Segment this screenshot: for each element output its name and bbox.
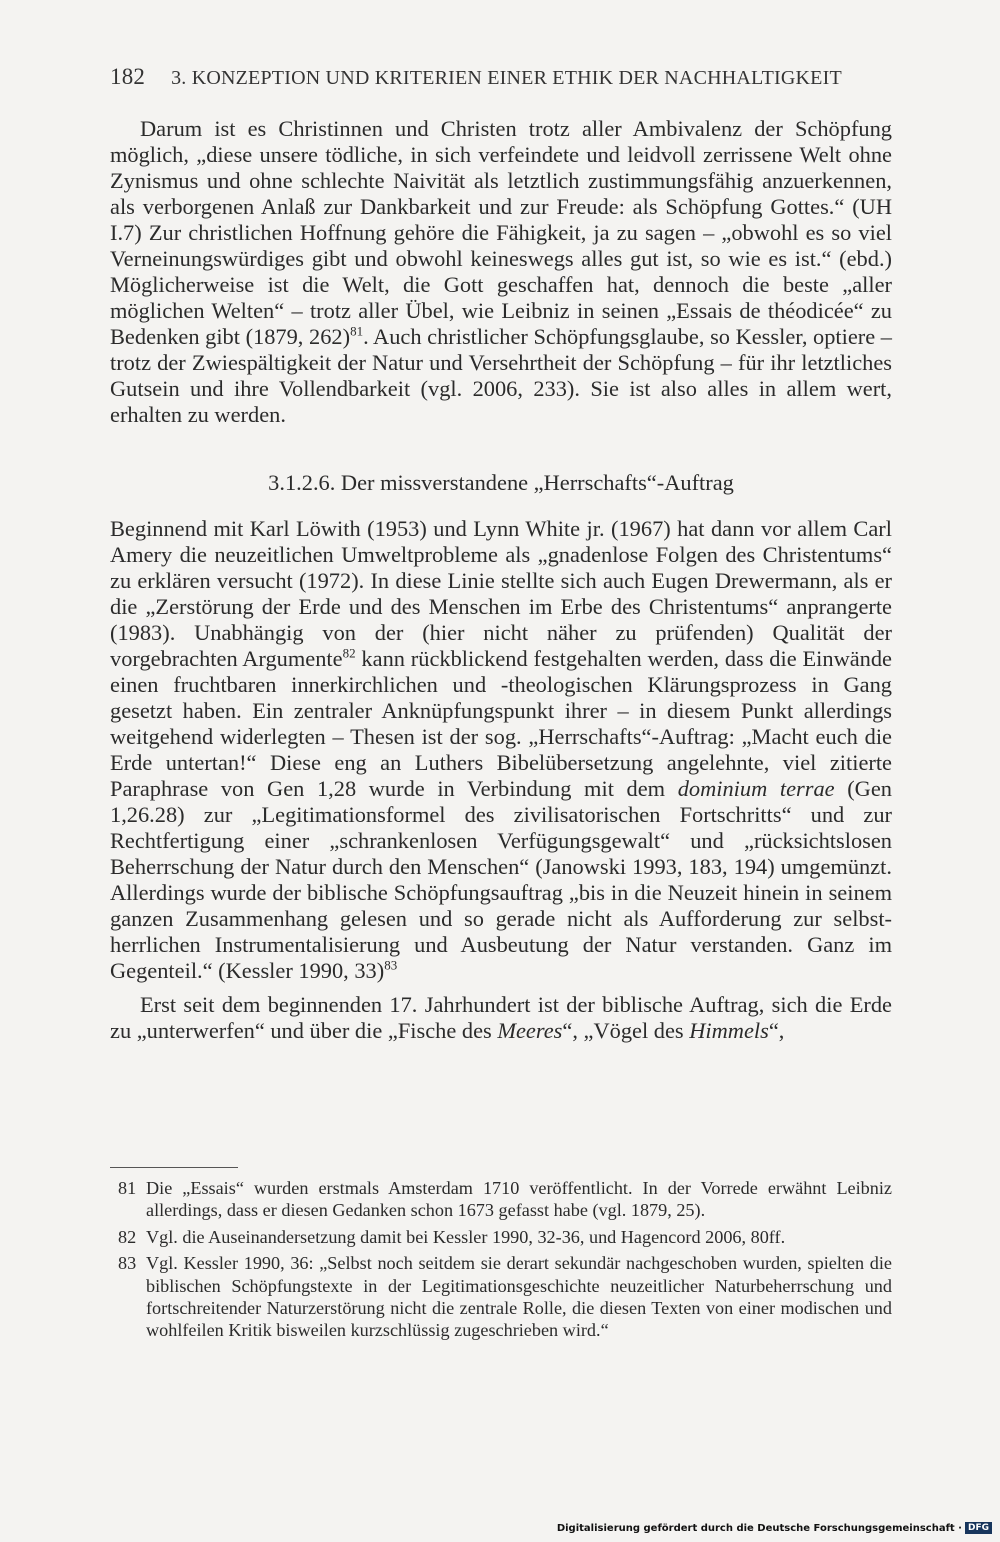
paragraph-1: [110, 116, 892, 428]
paragraph-2: [110, 516, 892, 984]
paragraph-text: Darum ist es Christinnen und Christen trotz aller Ambivalenz der Schöpfung möglich, „diese unsere tödliche, in sich verfeindete und leidvoll zerrissene Welt ohne Zynismus und ohne schlechte Naivität als letztlich zustimmungsfähig anzuerkennen, als verborgenen Anlaß zur Dankbarkeit und zur Freude: als Schöpfung Gottes.“ (UH I.7) Zur christlichen Hoffnung gehöre die Fähigkeit, ja zu sagen – „obwohl es so viel Verneinungswürdiges gibt und obwohl keineswegs alles gut ist, so wie es ist.“ (ebd.) Möglicherweise ist die Welt, die Gott geschaffen hat, dennoch die beste „aller möglichen Welten“ – trotz aller Übel, wie Leibniz in seinen „Essais de théodicée“ zu Bedenken gibt (1879, 262): [110, 116, 892, 349]
footnote-82: [118, 1226, 892, 1248]
footnote-ref-83[interactable]: 83: [384, 957, 398, 973]
emphasis: Himmels: [689, 1018, 769, 1043]
paragraph-text: Beginnend mit Karl Löwith (1953) und Lynn White jr. (1967) hat dann vor allem Carl Amery die neuzeitlichen Umweltprobleme als „gnadenlose Folgen des Christentums“ zu erklären versucht (1972). In diese Linie stellte sich auch Eugen Drewermann, als er die „Zerstörung der Erde und des Menschen im Erbe des Christentums“ anprangerte (1983). Unabhängig von der (hier nicht näher zu prüfenden) Qualität der vorgebrachten Argumente: [110, 516, 892, 671]
digitization-credit: [557, 1522, 992, 1534]
footnote-number: 82: [118, 1226, 137, 1247]
paragraph-text: “,: [768, 1018, 785, 1043]
footnote-81: [118, 1177, 892, 1222]
footnote-ref-82[interactable]: 82: [342, 645, 356, 661]
running-head: [110, 64, 900, 90]
footnote-text: Vgl. die Auseinandersetzung damit bei Kessler 1990, 32-36, und Hagencord 2006, 80ff.: [146, 1226, 786, 1247]
credit-text: Digitalisierung gefördert durch die Deutsche Forschungsgemeinschaft ·: [556, 1522, 962, 1534]
latin-term: dominium terrae: [677, 776, 835, 801]
paragraph-3: [110, 992, 892, 1044]
paragraph-text: kann rückblickend festgehalten werden, dass die Einwände einen fruchtbaren innerkirchlichen und -theologischen Klärungsprozess in Gang gesetzt haben. Ein zentraler Anknüpfungspunkt ihrer – in diesem Punkt allerdings weitgehend widerlegten – Thesen ist der sog. „Herrschafts“-Auftrag: „Macht euch die Erde untertan!“ Diese eng an Luthers Bibelübersetzung angelehnte, viel zitierte Paraphrase von Gen 1,28 wurde in Verbindung mit dem: [110, 646, 892, 801]
paragraph-text: (Gen 1,26.28) zur „Legitimationsformel des zivilisatorischen Fortschritts“ und zur Rechtfertigung einer „schrankenlosen Verfügungsgewalt“ und „rücksichtslosen Beherrschung der Natur durch den Menschen“ (Janowski 1993, 183, 194) umgemünzt. Allerdings wurde der biblische Schöpfungsauftrag „bis in die Neuzeit hinein in seinem ganzen Zusammenhang gelesen und so gerade nicht als Aufforderung zur selbst-herrlichen Instrumentalisierung und Ausbeutung der Natur verstanden. Ganz im Gegenteil.“ (Kessler 1990, 33): [110, 776, 892, 983]
dfg-logo: DFG: [965, 1522, 992, 1534]
footnote-ref-81[interactable]: 81: [350, 323, 364, 339]
section-heading: 3.1.2.6. Der missverstandene „Herrschafts“-Auftrag: [268, 470, 734, 495]
footnote-text: Die „Essais“ wurden erstmals Amsterdam 1710 veröffentlicht. In der Vorrede erwähnt Leibniz allerdings, dass er diesen Gedanken schon 1673 gefasst habe (vgl. 1879, 25).: [146, 1178, 892, 1221]
footnote-divider: [110, 1167, 238, 1168]
footnote-number: 81: [118, 1178, 137, 1198]
emphasis: Meeres: [497, 1018, 563, 1043]
footnote-text: Vgl. Kessler 1990, 36: „Selbst noch seitdem sie derart sekundär nachgeschoben wurden, spielten die biblischen Schöpfungstexte in der Legitimationsgeschichte neuzeitlicher Naturbeherrschung und fortschreitender Naturzerstörung nicht die zentrale Rolle, die diesen Texten von einer modischen und wohlfeilen Kritik bisweilen kurzschlüssig zugeschrieben wird.“: [146, 1253, 892, 1341]
paragraph-text: Erst seit dem beginnenden 17. Jahrhundert ist der biblische Auftrag, sich die Erde zu „unterwerfen“ und über die „Fische des: [110, 992, 892, 1043]
main-text: [110, 116, 892, 1044]
chapter-title: 3. KONZEPTION UND KRITERIEN EINER ETHIK DER NACHHALTIGKEIT: [171, 67, 842, 89]
paragraph-text: . Auch christlicher Schöpfungsglaube, so Kessler, optiere – trotz der Zwiespältigkeit der Natur und Versehrtheit der Schöpfung – für ihr letztliches Gutsein und ihre Vollendbarkeit (vgl. 2006, 233). Sie ist also alles in allem wert, erhalten zu werden.: [110, 324, 892, 427]
footnotes: [118, 1177, 892, 1346]
footnote-83: [118, 1252, 892, 1342]
paragraph-text: “, „Vögel des: [562, 1018, 690, 1043]
footnote-number: 83: [118, 1253, 137, 1274]
page-number: 182: [110, 64, 146, 89]
